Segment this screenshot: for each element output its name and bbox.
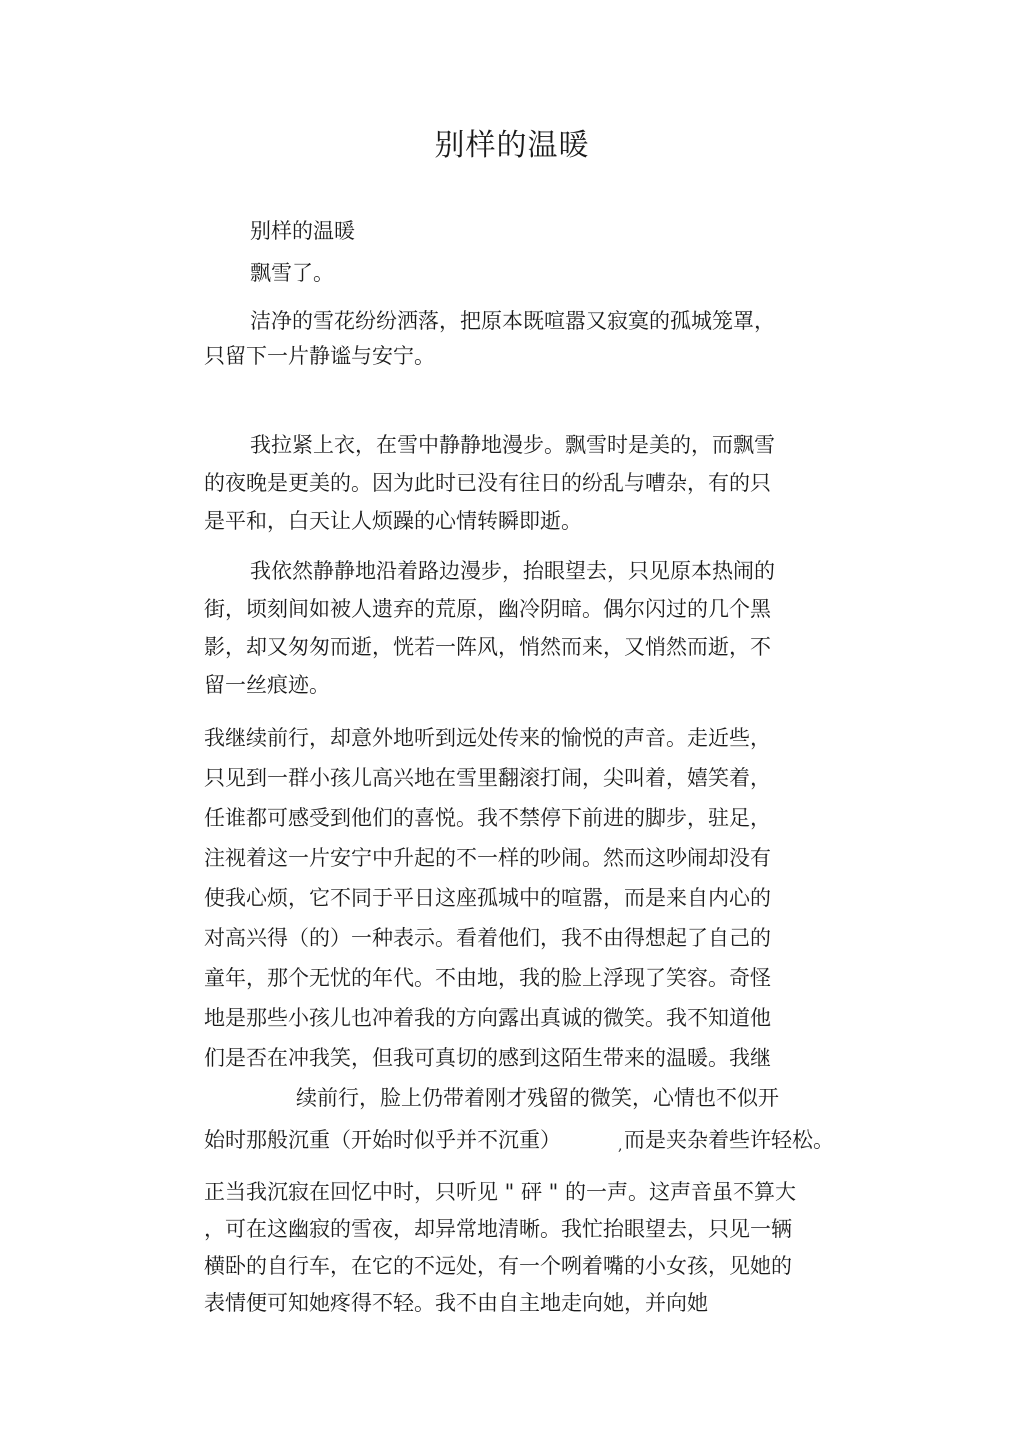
document-title: 别样的温暖 bbox=[434, 128, 590, 163]
paragraph-line: 续前行，脸上仍带着刚才残留的微笑，心情也不似开 bbox=[296, 1086, 779, 1110]
paragraph-line: 任谁都可感受到他们的喜悦。我不禁停下前进的脚步，驻足， bbox=[204, 806, 771, 830]
paragraph-line: 我继续前行，却意外地听到远处传来的愉悦的声音。走近些， bbox=[204, 726, 771, 750]
paragraph-line: 我拉紧上衣，在雪中静静地漫步。飘雪时是美的，而飘雪 bbox=[250, 433, 775, 457]
paragraph-line: 留一丝痕迹。 bbox=[204, 673, 330, 697]
paragraph-line: 童年，那个无忧的年代。不由地，我的脸上浮现了笑容。奇怪 bbox=[204, 966, 771, 990]
paragraph-line: ，可在这幽寂的雪夜，却异常地清晰。我忙抬眼望去，只见一辆 bbox=[204, 1217, 792, 1241]
paragraph-line: 们是否在冲我笑，但我可真切的感到这陌生带来的温暖。我继 bbox=[204, 1046, 771, 1070]
paragraph-line: 飘雪了。 bbox=[250, 261, 334, 285]
paragraph-line: 表情便可知她疼得不轻。我不由自主地走向她，并向她 bbox=[204, 1291, 708, 1315]
paragraph-line: 影，却又匆匆而逝，恍若一阵风，悄然而来，又悄然而逝，不 bbox=[204, 635, 771, 659]
paragraph-line: 洁净的雪花纷纷洒落，把原本既喧嚣又寂寞的孤城笼罩， bbox=[250, 309, 775, 333]
paragraph-line: 只留下一片静谧与安宁。 bbox=[204, 344, 435, 368]
comma-marker: , bbox=[618, 1138, 623, 1154]
paragraph-line: 而是夹杂着些许轻松。 bbox=[624, 1128, 834, 1152]
paragraph-line: 地是那些小孩儿也冲着我的方向露出真诚的微笑。我不知道他 bbox=[204, 1006, 771, 1030]
paragraph-line: 横卧的自行车，在它的不远处，有一个咧着嘴的小女孩，见她的 bbox=[204, 1254, 792, 1278]
paragraph-line: 正当我沉寂在回忆中时，只听见 " 砰 " 的一声。这声音虽不算大 bbox=[204, 1180, 797, 1204]
paragraph-line: 的夜晚是更美的。因为此时已没有往日的纷乱与嘈杂，有的只 bbox=[204, 471, 771, 495]
paragraph-line: 街，顷刻间如被人遗弃的荒原，幽冷阴暗。偶尔闪过的几个黑 bbox=[204, 597, 771, 621]
paragraph-line: 注视着这一片安宁中升起的不一样的吵闹。然而这吵闹却没有 bbox=[204, 846, 771, 870]
paragraph-line: 我依然静静地沿着路边漫步，抬眼望去，只见原本热闹的 bbox=[250, 559, 775, 583]
paragraph-line: 是平和，白天让人烦躁的心情转瞬即逝。 bbox=[204, 509, 582, 533]
paragraph-line: 使我心烦，它不同于平日这座孤城中的喧嚣，而是来自内心的 bbox=[204, 886, 771, 910]
subtitle-line: 别样的温暖 bbox=[250, 219, 355, 243]
paragraph-line: 对高兴得（的）一种表示。看着他们，我不由得想起了自己的 bbox=[204, 926, 771, 950]
paragraph-line: 只见到一群小孩儿高兴地在雪里翻滚打闹，尖叫着，嬉笑着， bbox=[204, 766, 771, 790]
paragraph-line: 始时那般沉重（开始时似乎并不沉重） bbox=[204, 1128, 561, 1152]
